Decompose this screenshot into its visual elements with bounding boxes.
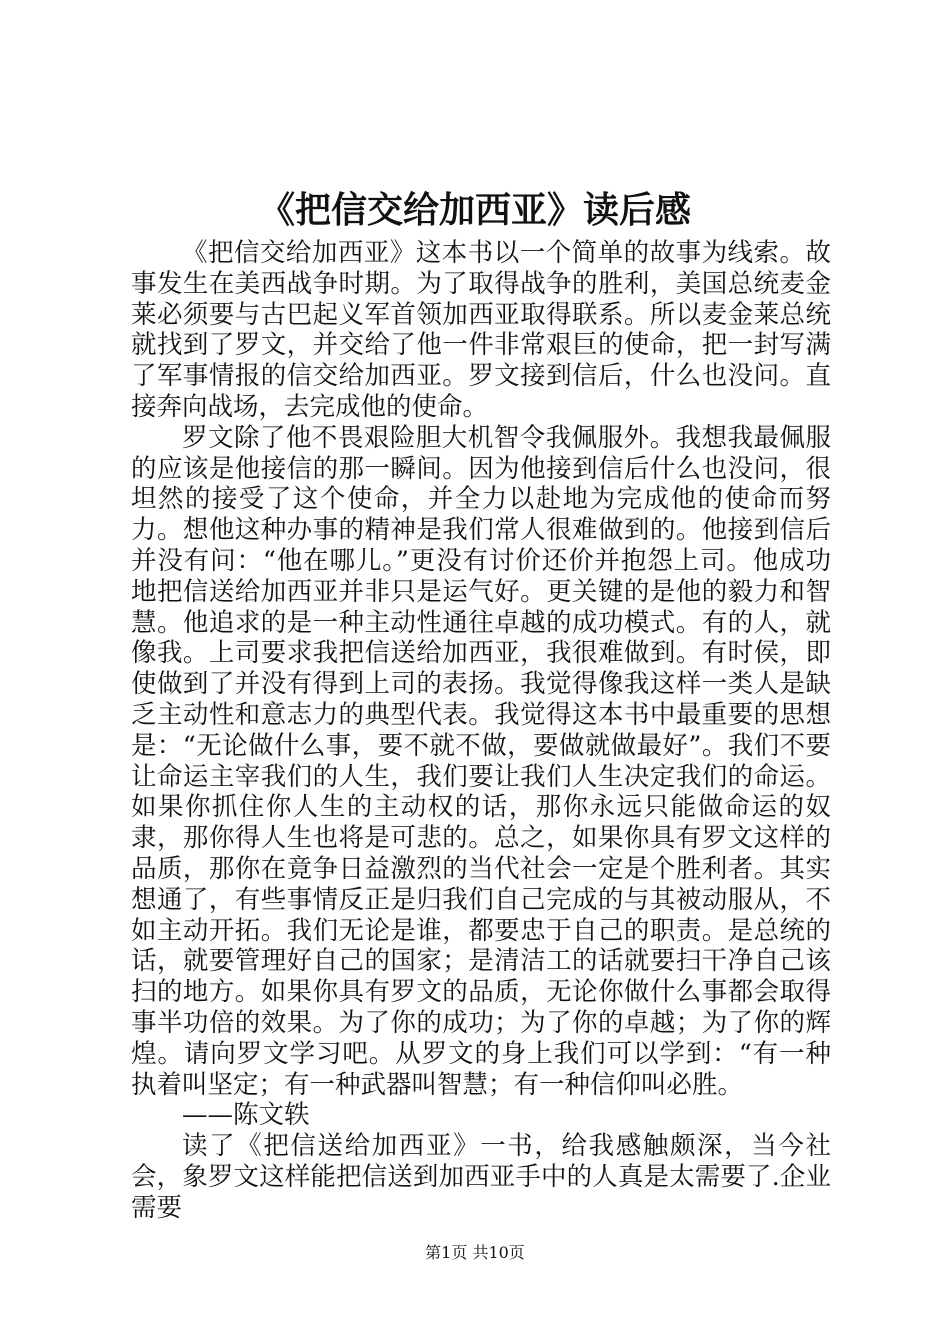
- paragraph-1: 《把信交给加西亚》这本书以一个简单的故事为线索。故事发生在美西战争时期。为了取得战争的胜利，美国总统麦金莱必须要与古巴起义军首领加西亚取得联系。所以麦金莱总统就找到了罗文，并交给了他一件非常艰巨的使命，把一封写满了军事情报的信交给加西亚。罗文接到信后，什么也没问。直接奔向战场，去完成他的使命。: [131, 238, 831, 422]
- paragraph-3: 读了《把信送给加西亚》一书，给我感触颇深，当今社会，象罗文这样能把信送到加西亚手中的人真是太需要了.企业需要: [131, 1131, 831, 1223]
- document-title: 《把信交给加西亚》读后感: [258, 189, 691, 231]
- page-footer: 第1页 共10页: [425, 1243, 525, 1262]
- document-body: [131, 238, 831, 1224]
- paragraph-2: 罗文除了他不畏艰险胆大机智令我佩服外。我想我最佩服的应该是他接信的那一瞬间。因为他接到信后什么也没问，很坦然的接受了这个使命，并全力以赴地为完成他的使命而努力。想他这种办事的精神是我们常人很难做到的。他接到信后并没有问：“他在哪儿。”更没有讨价还价并抱怨上司。他成功地把信送给加西亚并非只是运气好。更关键的是他的毅力和智慧。他追求的是一种主动性通往卓越的成功模式。有的人，就像我。上司要求我把信送给加西亚，我很难做到。有时侯，即使做到了并没有得到上司的表扬。我觉得像我这样一类人是缺乏主动性和意志力的典型代表。我觉得这本书中最重要的思想是：“无论做什么事，要不就不做，要做就做最好”。我们不要让命运主宰我们的人生，我们要让我们人生决定我们的命运。如果你抓住你人生的主动权的话，那你永远只能做命运的奴隶，那你得人生也将是可悲的。总之，如果你具有罗文这样的品质，那你在竟争日益激烈的当代社会一定是个胜利者。其实想通了，有些事情反正是归我们自己完成的与其被动服从，不如主动开拓。我们无论是谁，都要忠于自己的职责。是总统的话，就要管理好自己的国家；是清洁工的话就要扫干净自己该扫的地方。如果你具有罗文的品质，无论你做什么事都会取得事半功倍的效果。为了你的成功；为了你的卓越；为了你的辉煌。请向罗文学习吧。从罗文的身上我们可以学到：“有一种执着叫坚定；有一种武器叫智慧；有一种信仰叫必胜。: [131, 422, 831, 1100]
- author-signature: ——陈文轶: [182, 1100, 310, 1131]
